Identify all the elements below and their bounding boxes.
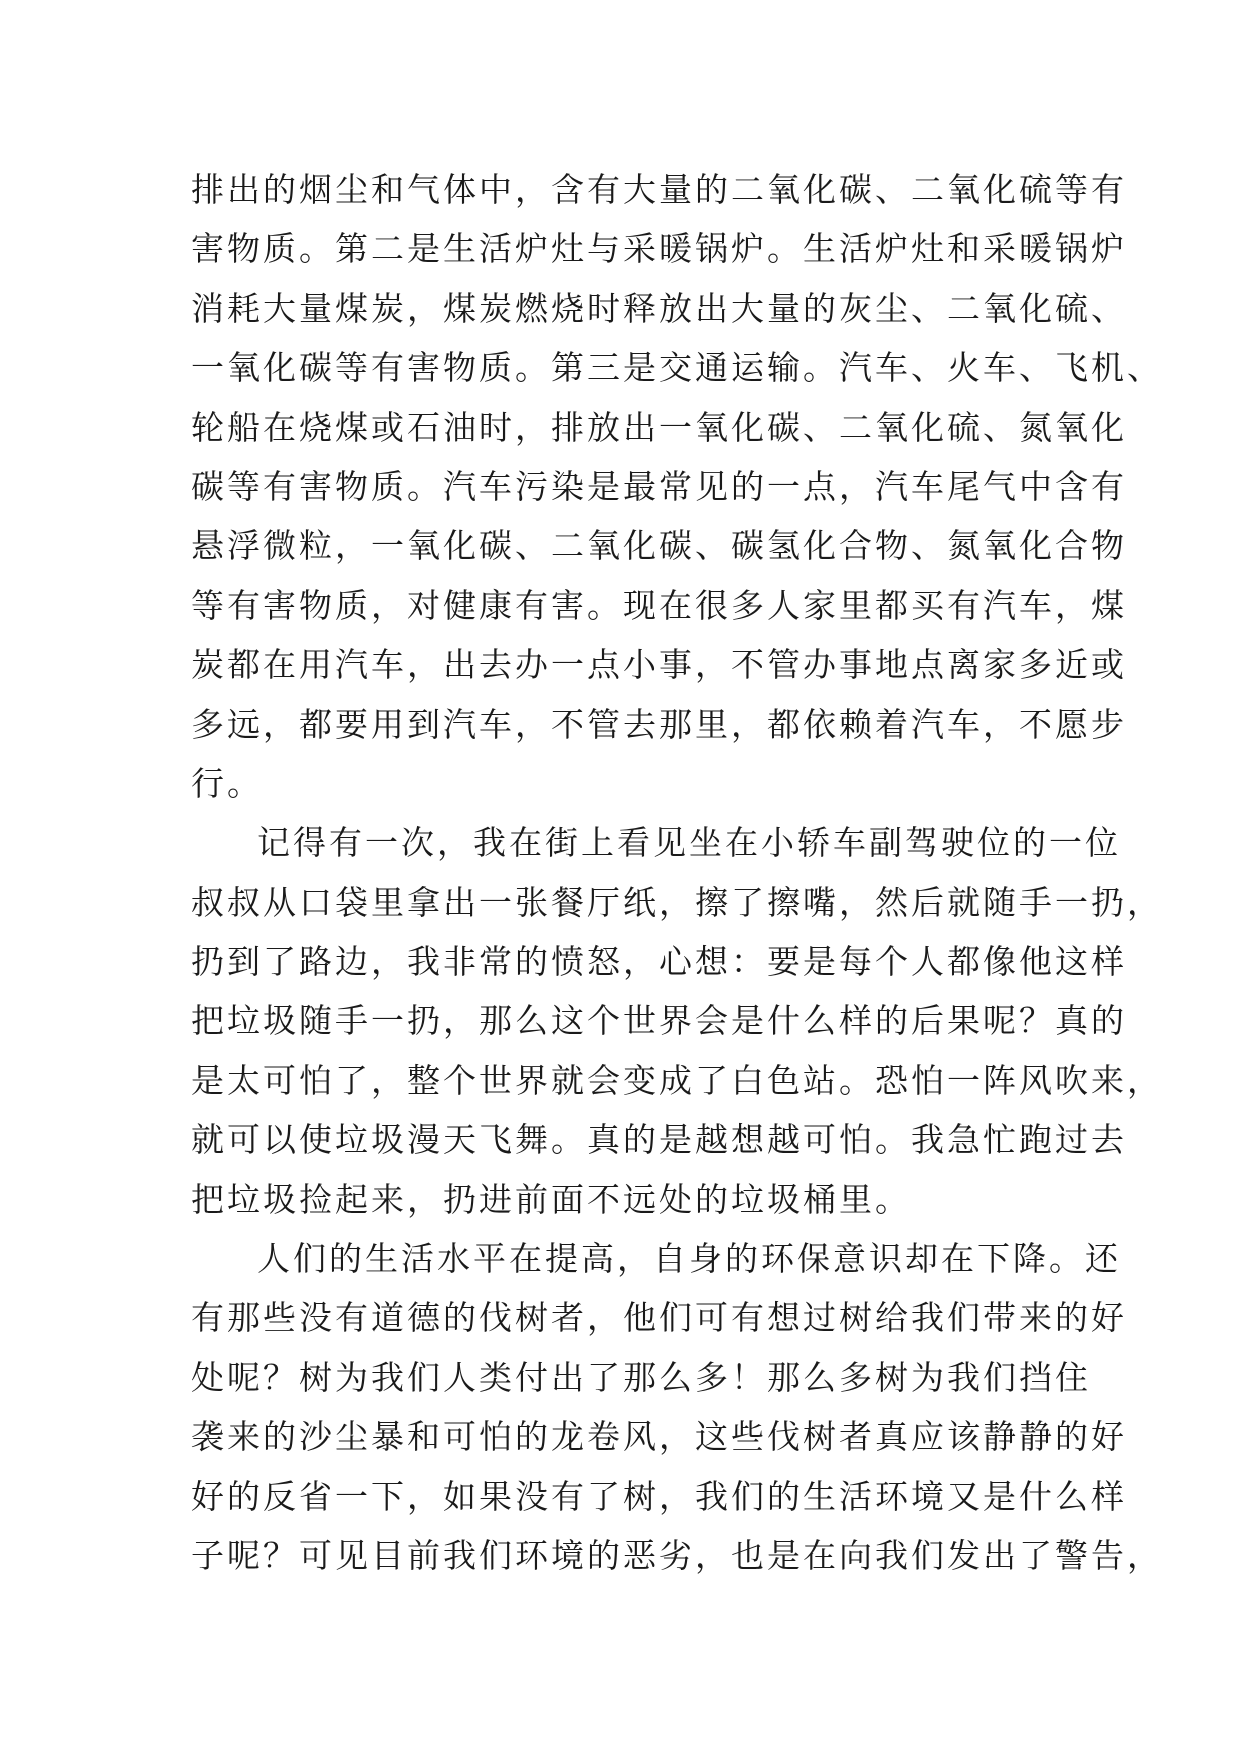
text-line: 有那些没有道德的伐树者，他们可有想过树给我们带来的好: [191, 1298, 1127, 1338]
paragraph-first-line: 记得有一次，我在街上看见坐在小轿车副驾驶位的一位: [257, 823, 1121, 863]
text-line: 一氧化碳等有害物质。第三是交通运输。汽车、火车、飞机、: [191, 348, 1163, 388]
text-line: 轮船在烧煤或石油时，排放出一氧化碳、二氧化硫、氮氧化: [191, 407, 1127, 447]
text-line: 袭来的沙尘暴和可怕的龙卷风，这些伐树者真应该静静的好: [191, 1417, 1127, 1457]
text-line: 消耗大量煤炭，煤炭燃烧时释放出大量的灰尘、二氧化硫、: [191, 288, 1127, 328]
text-line: 害物质。第二是生活炉灶与采暖锅炉。生活炉灶和采暖锅炉: [191, 229, 1127, 269]
text-line: 排出的烟尘和气体中，含有大量的二氧化碳、二氧化硫等有: [191, 170, 1127, 209]
text-line: 扔到了路边，我非常的愤怒，心想：要是每个人都像他这样: [191, 942, 1127, 982]
text-line: 子呢？可见目前我们环境的恶劣，也是在向我们发出了警告，: [191, 1535, 1163, 1575]
text-line: 好的反省一下，如果没有了树，我们的生活环境又是什么样: [191, 1476, 1127, 1516]
text-line: 悬浮微粒，一氧化碳、二氧化碳、碳氢化合物、氮氧化合物: [191, 526, 1127, 566]
text-line: 把垃圾随手一扔，那么这个世界会是什么样的后果呢？真的: [191, 1001, 1127, 1041]
text-line: 炭都在用汽车，出去办一点小事，不管办事地点离家多近或: [191, 645, 1127, 685]
text-line: 叔叔从口袋里拿出一张餐厅纸，擦了擦嘴，然后就随手一扔，: [191, 882, 1163, 922]
text-line: 碳等有害物质。汽车污染是最常见的一点，汽车尾气中含有: [191, 466, 1127, 506]
text-line: 就可以使垃圾漫天飞舞。真的是越想越可怕。我急忙跑过去: [191, 1120, 1127, 1160]
body-text: [191, 160, 1163, 1585]
text-line: 行。: [191, 763, 263, 803]
text-line: 多远，都要用到汽车，不管去那里，都依赖着汽车，不愿步: [191, 704, 1127, 744]
text-line: 把垃圾捡起来，扔进前面不远处的垃圾桶里。: [191, 1179, 911, 1219]
paragraph-first-line: 人们的生活水平在提高，自身的环保意识却在下降。还: [257, 1239, 1121, 1279]
text-line: 处呢？树为我们人类付出了那么多！那么多树为我们挡住: [191, 1357, 1091, 1397]
text-line: 是太可怕了，整个世界就会变成了白色站。恐怕一阵风吹来，: [191, 1060, 1163, 1100]
text-line: 等有害物质，对健康有害。现在很多人家里都买有汽车，煤: [191, 585, 1127, 625]
